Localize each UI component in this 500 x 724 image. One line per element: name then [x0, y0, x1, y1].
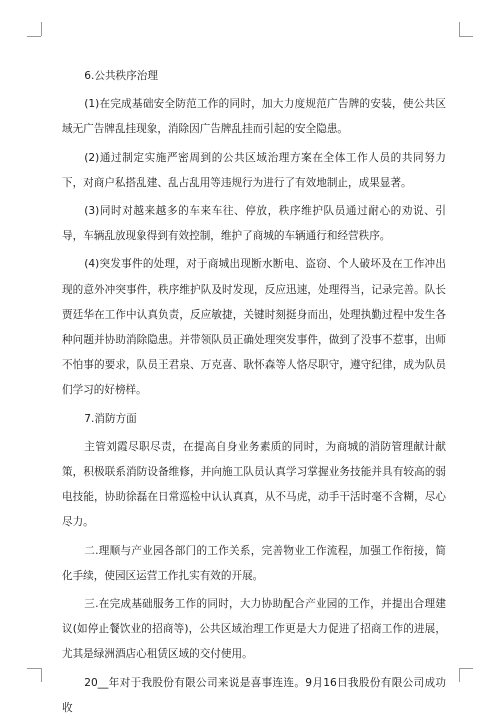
paragraph-park-support: 三.在完成基础服务工作的同时，大力协助配合产业园的工作，并提出合理建议(如停止餐饮业的招商等)，公共区域治理工作更是大力促进了招商工作的进展，尤其是绿洲酒店心租赁区域的交付使用。	[62, 598, 446, 661]
paragraph-emergency-handling: (4)突发事件的处理，对于商城出现断水断电、盗窃、个人破坏及在工作冲出现的意外冲突事件，秩序维护队及时发现，反应迅速，处理得当，记录完善。队长贾廷华在工作中认真负责，反应敏捷，关键时刻挺身而出，处理执勤过程中发生各种问题并协助消除隐患。并带领队员正确处理突发事件，做到了没事不惹事，出师不怕事的要求，队员王君泉、万克喜、耿怀森等人恪尽职守，遵守纪律，成为队员们学习的好榜样。	[62, 258, 446, 397]
crop-mark-top-right-vertical	[459, 22, 460, 36]
crop-mark-bottom-left-vertical	[41, 668, 42, 682]
crop-mark-top-right-horizontal	[459, 36, 473, 37]
paragraph-fire-supervisor: 主管刘霞尽职尽责，在提高自身业务素质的同时，为商城的消防管理献计献策，积极联系消防设备维修，并向施工队员认真学习掌握业务技能并具有较高的弱电技能，协助徐磊在日常巡检中认认真真，从不马虎，动手干活时毫不含糊，尽心尽力。	[62, 440, 446, 529]
crop-mark-top-left-horizontal	[27, 36, 41, 37]
paragraph-illegal-construction: (2)通过制定实施严密周到的公共区域治理方案在全体工作人员的共同努力下，对商户私搭乱建、乱占乱用等违规行为进行了有效地制止，成果显著。	[62, 151, 446, 189]
paragraph-billboard: (1)在完成基础安全防范工作的同时，加大力度规范广告牌的安装，使公共区域无广告牌乱挂现象，消除因广告牌乱挂而引起的安全隐患。	[62, 98, 446, 136]
paragraph-year-summary: 20__年对于我股份有限公司来说是喜事连连。9月16日我股份有限公司成功收	[62, 676, 446, 714]
paragraph-vehicle-order: (3)同时对越来越多的车来车往、停放，秩序维护队员通过耐心的劝说、引导，车辆乱放现象得到有效控制，维护了商城的车辆通行和经营秩序。	[62, 205, 446, 243]
crop-mark-top-left-vertical	[41, 22, 42, 36]
crop-mark-bottom-left-horizontal	[27, 668, 41, 669]
crop-mark-bottom-right-horizontal	[459, 668, 473, 669]
section-heading-public-order: 6.公共秩序治理	[84, 70, 158, 82]
document-body	[62, 64, 446, 724]
crop-mark-bottom-right-vertical	[459, 668, 460, 682]
section-heading-fire-safety: 7.消防方面	[84, 412, 137, 425]
paragraph-workflow: 二.理顺与产业园各部门的工作关系，完善物业工作流程，加强工作衔接，简化手续，使园区运营工作扎实有效的开展。	[62, 544, 446, 582]
